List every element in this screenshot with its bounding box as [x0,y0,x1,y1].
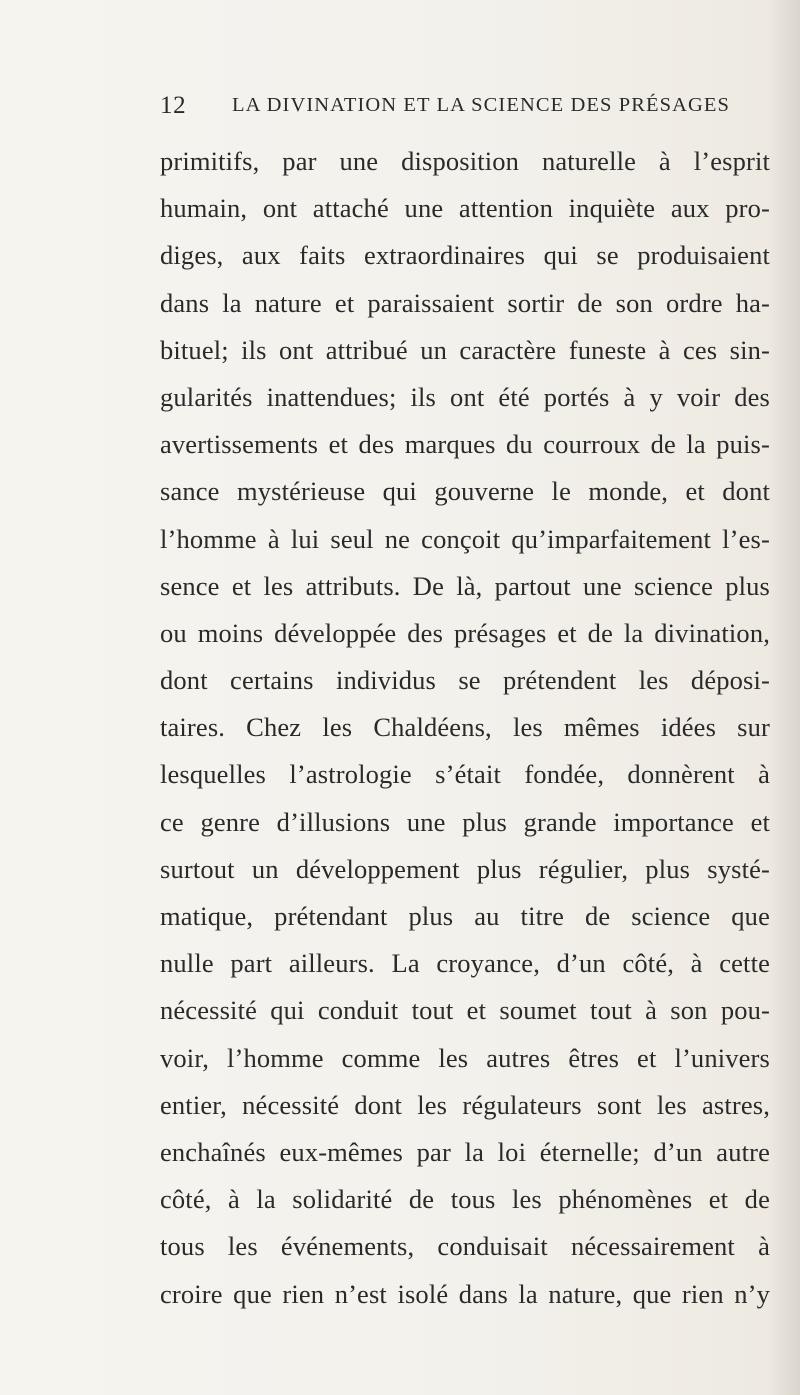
text-line: voir, l’homme comme les autres êtres et l’univers [160,1042,770,1073]
text-line: diges, aux faits extraordinaires qui se produisaient [160,240,770,271]
text-line: primitifs, par une disposition naturelle à l’esprit [160,146,770,176]
running-head [160,92,760,128]
text-line: sance mystérieuse qui gouverne le monde, et dont [160,476,770,507]
text-line: taires. Chez les Chaldéens, les mêmes idées sur [160,712,770,743]
text-line: surtout un développement plus régulier, plus systé- [160,853,770,884]
text-line: lesquelles l’astrologie s’était fondée, donnèrent à [160,759,770,790]
text-line: tous les événements, conduisait nécessairement à [160,1231,770,1262]
text-line: l’homme à lui seul ne conçoit qu’imparfaitement l’es- [160,523,770,554]
text-line: bituel; ils ont attribué un caractère funeste à ces sin- [160,334,770,365]
text-line: humain, ont attaché une attention inquiète aux pro- [160,193,770,224]
running-title: LA DIVINATION ET LA SCIENCE DES PRÉSAGES [232,94,731,116]
text-line: sence et les attributs. De là, partout une science plus [160,570,770,601]
text-line: croire que rien n’est isolé dans la nature, que rien n’y [160,1278,770,1309]
text-line: nulle part ailleurs. La croyance, d’un côté, à cette [160,948,770,979]
text-line: dont certains individus se prétendent les déposi- [160,665,770,696]
text-line: entier, nécessité dont les régulateurs sont les astres, [160,1089,770,1120]
text-line: dans la nature et paraissaient sortir de son ordre ha- [160,287,770,318]
page-number: 12 [160,92,187,119]
text-line: avertissements et des marques du courroux de la puis- [160,429,770,460]
text-line: gularités inattendues; ils ont été portés à y voir des [160,381,770,412]
text-line: matique, prétendant plus au titre de science que [160,901,770,931]
text-line: nécessité qui conduit tout et soumet tout à son pou- [160,995,770,1026]
text-line: côté, à la solidarité de tous les phénomènes et de [160,1184,770,1215]
body-paragraph [160,138,770,1318]
text-line: ou moins développée des présages et de la divination, [160,617,770,648]
text-line: enchaînés eux-mêmes par la loi éternelle; d’un autre [160,1136,770,1167]
text-line: ce genre d’illusions une plus grande importance et [160,806,770,837]
